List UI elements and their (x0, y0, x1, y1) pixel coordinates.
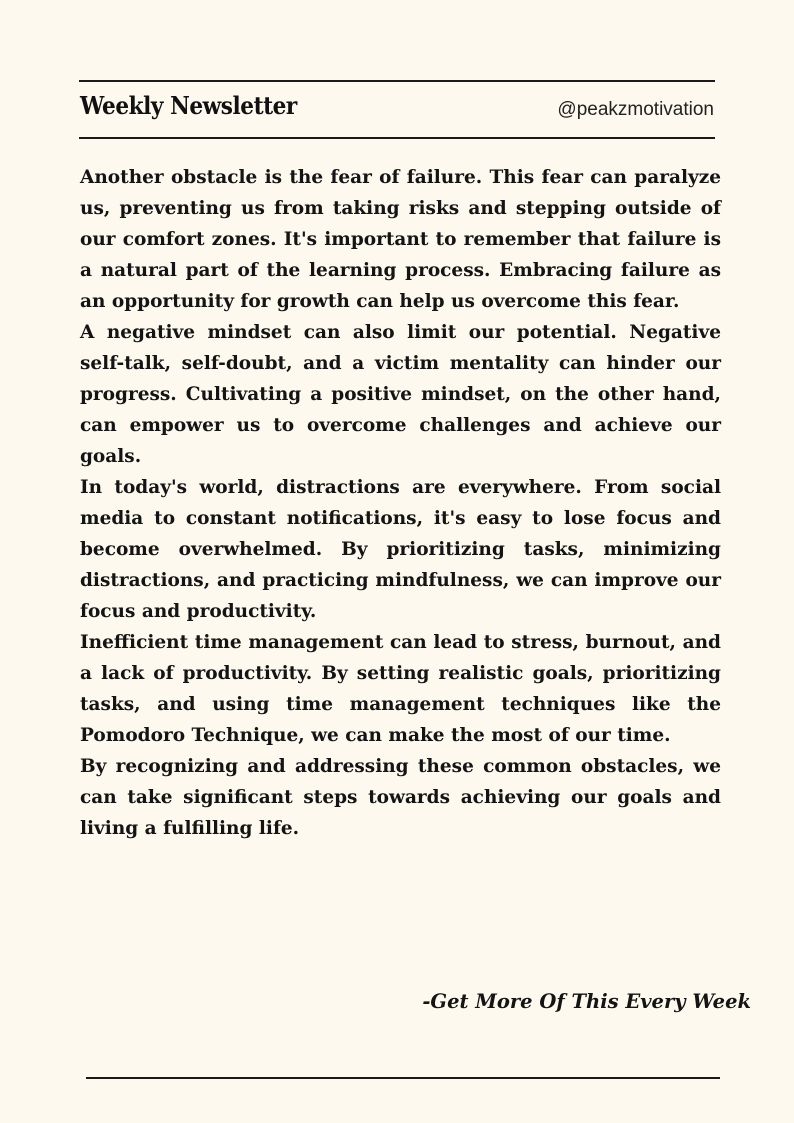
newsletter-title: Weekly Newsletter (80, 91, 297, 120)
paragraph-distractions: In today's world, distractions are everywhere. From social media to constant notifications, it's easy to lose focus and become overwhelmed. By prioritizing tasks, minimizing distractions, and practicing mindfulness, we can improve our focus and productivity. (80, 477, 721, 622)
paragraph-negative-mindset: A negative mindset can also limit our potential. Negative self-talk, self-doubt, and a victim mentality can hinder our progress. Cultivating a positive mindset, on the other hand, can empower us to overcome challenges and achieve our goals. (80, 322, 721, 467)
social-handle: @peakzmotivation (557, 99, 714, 120)
signoff-tagline: -Get More Of This Every Week (422, 990, 751, 1013)
bottom-divider (86, 1077, 720, 1079)
paragraph-conclusion: By recognizing and addressing these common obstacles, we can take significant steps towards achieving our goals and living a fulfilling life. (80, 756, 721, 839)
header-divider (79, 137, 715, 139)
top-divider (79, 80, 715, 82)
article-body (80, 162, 721, 844)
paragraph-fear-of-failure: Another obstacle is the fear of failure. This fear can paralyze us, preventing us from taking risks and stepping outside of our comfort zones. It's important to remember that failure is a natural part of the learning process. Embracing failure as an opportunity for growth can help us overcome this fear. (80, 167, 721, 312)
paragraph-time-management: Inefficient time management can lead to stress, burnout, and a lack of productivity. By setting realistic goals, prioritizing tasks, and using time management techniques like the Pomodoro Technique, we can make the most of our time. (80, 632, 721, 746)
